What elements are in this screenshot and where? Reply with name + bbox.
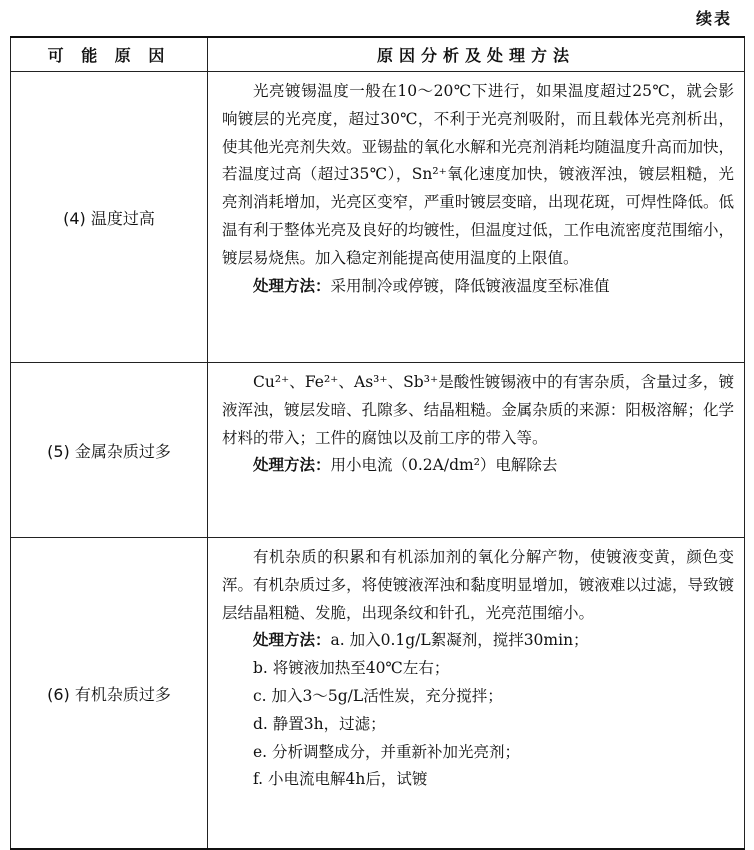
method-line	[222, 627, 734, 655]
table-row	[11, 538, 745, 850]
method-step: b. 将镀液加热至40℃左右；	[253, 659, 450, 678]
cause-cell: (6) 有机杂质过多	[11, 538, 208, 850]
method-line	[222, 452, 734, 480]
cause-cell: (5) 金属杂质过多	[11, 363, 208, 538]
header-cause: 可 能 原 因	[11, 37, 208, 72]
method-line	[222, 273, 734, 301]
method-text: a. 加入0.1g/L絮凝剂，搅拌30min；	[330, 631, 589, 650]
analysis-cell	[208, 538, 745, 850]
analysis-paragraph: 有机杂质的积累和有机添加剂的氧化分解产物，使镀液变黄，颜色变浑。有机杂质过多，将使镀液浑浊和黏度明显增加，镀液难以过滤，导致镀层结晶粗糙、发脆，出现条纹和针孔，光亮范围缩小。	[222, 548, 734, 622]
analysis-cell	[208, 72, 745, 363]
continued-label: 续表	[695, 9, 732, 28]
method-step: f. 小电流电解4h后，试镀	[253, 770, 428, 789]
troubleshooting-table	[10, 36, 745, 850]
cause-cell: (4) 温度过高	[11, 72, 208, 363]
table-row	[11, 363, 745, 538]
method-step: d. 静置3h，过滤；	[253, 714, 386, 733]
header-analysis: 原因分析及处理方法	[208, 37, 745, 72]
table-header-row	[11, 37, 745, 72]
method-text: 采用制冷或停镀，降低镀液温度至标准值	[330, 276, 610, 295]
method-step: e. 分析调整成分，并重新补加光亮剂；	[253, 742, 521, 761]
method-label: 处理方法：	[253, 276, 331, 295]
method-text: 用小电流（0.2A/dm²）电解除去	[330, 456, 558, 475]
analysis-cell	[208, 363, 745, 538]
analysis-paragraph: Cu²⁺、Fe²⁺、As³⁺、Sb³⁺是酸性镀锡液中的有害杂质，含量过多，镀液浑浊，镀层发暗、孔隙多、结晶粗糙。金属杂质的来源：阳极溶解；化学材料的带入；工件的腐蚀以及前工序的带入等。	[222, 373, 734, 447]
analysis-paragraph: 光亮镀锡温度一般在10～20℃下进行，如果温度超过25℃，就会影响镀层的光亮度，超过30℃，不利于光亮剂吸附，而且载体光亮剂析出，使其他光亮剂失效。亚锡盐的氧化水解和光亮剂消耗均随温度升高而加快，若温度过高（超过35℃），Sn²⁺氧化速度加快，镀液浑浊，镀层粗糙，光亮剂消耗增加，光亮区变窄，严重时镀层变暗，出现花斑，可焊性降低。低温有利于整体光亮及良好的均镀性，但温度过低，工作电流密度范围缩小，镀层易烧焦。加入稳定剂能提高使用温度的上限值。	[222, 82, 734, 267]
method-label: 处理方法：	[253, 456, 331, 475]
table-row	[11, 72, 745, 363]
method-step: c. 加入3～5g/L活性炭，充分搅拌；	[253, 686, 503, 705]
method-label: 处理方法：	[253, 631, 331, 650]
